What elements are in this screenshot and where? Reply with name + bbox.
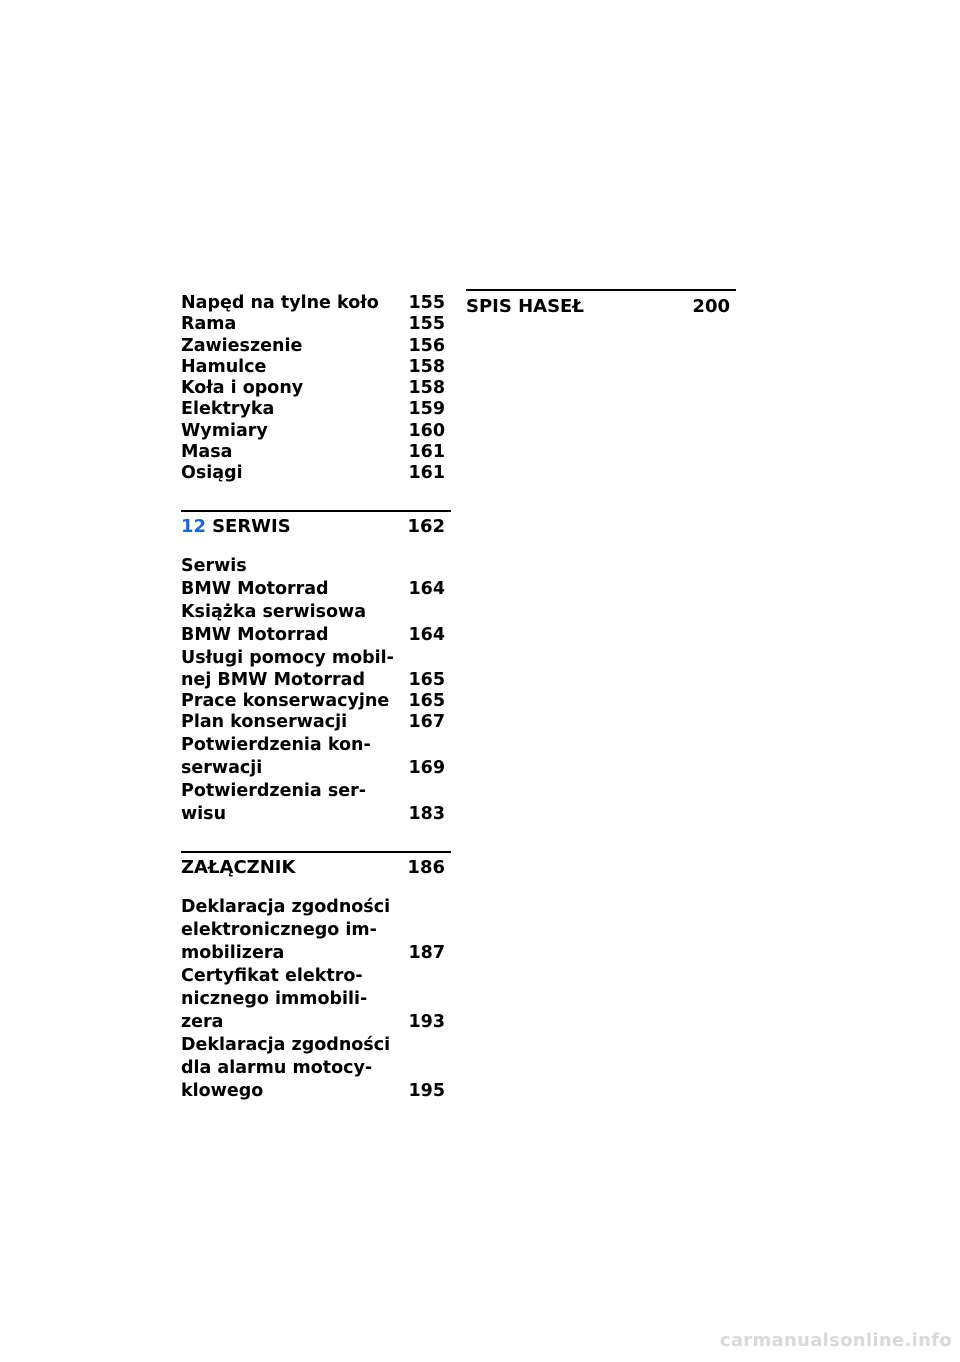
toc-entry-page: 193 — [408, 1011, 445, 1032]
toc-entry-page: 155 — [408, 293, 445, 313]
toc-entry[interactable] — [181, 1011, 451, 1034]
toc-entry-page: 164 — [408, 578, 445, 599]
toc-entry[interactable] — [181, 578, 451, 601]
chapter-title: ZAŁĄCZNIK — [181, 856, 296, 878]
chapter-number: 12 — [181, 515, 207, 537]
toc-entry-title: mobilizera — [181, 942, 285, 963]
toc-entry-page: 165 — [408, 669, 445, 690]
chapter-title: SERWIS — [212, 515, 291, 537]
toc-left-column — [181, 293, 451, 1103]
toc-entry[interactable] — [181, 691, 451, 712]
section-divider — [181, 851, 451, 853]
toc-entry-title: klowego — [181, 1080, 264, 1101]
toc-entry[interactable] — [181, 314, 451, 335]
toc-entry[interactable] — [181, 463, 451, 484]
watermark-text: carmanualsonline.info — [719, 1330, 952, 1351]
toc-entry-title: Prace konserwacyjne — [181, 690, 390, 711]
toc-entry-title: Elektryka — [181, 399, 275, 420]
chapter-title: SPIS HASEŁ — [466, 296, 584, 317]
toc-entry-page: 161 — [408, 442, 445, 463]
toc-entry-title: Zawieszenie — [181, 335, 303, 356]
toc-entry-title: nej BMW Motorrad — [181, 669, 365, 690]
toc-entry-title: Hamulce — [181, 356, 267, 377]
toc-entry-title: zera — [181, 1011, 224, 1032]
toc-entry-page: 167 — [408, 712, 445, 733]
toc-entry[interactable] — [181, 780, 451, 803]
toc-entry[interactable] — [181, 803, 451, 826]
toc-entry-title: elektronicznego im- — [181, 919, 377, 940]
toc-entry[interactable] — [181, 399, 451, 420]
toc-entry-title: Usługi pomocy mobil- — [181, 647, 394, 668]
toc-entry-page: 164 — [408, 624, 445, 645]
toc-entry[interactable] — [181, 601, 451, 624]
chapter-heading-index[interactable] — [466, 294, 736, 320]
toc-entry-page: 187 — [408, 942, 445, 963]
toc-entry-page: 156 — [408, 335, 445, 356]
toc-entry-title: BMW Motorrad — [181, 578, 329, 599]
toc-entry-title: Napęd na tylne koło — [181, 293, 379, 313]
toc-entry-page: 169 — [408, 757, 445, 778]
toc-entry-title: Potwierdzenia ser- — [181, 780, 366, 801]
toc-entry-title: wisu — [181, 803, 227, 824]
toc-entry[interactable] — [181, 357, 451, 378]
toc-entry-title: Plan konserwacji — [181, 712, 348, 733]
toc-entry[interactable] — [181, 988, 451, 1011]
toc-entry-page: 160 — [408, 420, 445, 441]
toc-entry-title: Osiągi — [181, 463, 243, 484]
toc-entry[interactable] — [181, 670, 451, 691]
toc-entry-title: Wymiary — [181, 420, 268, 441]
toc-entry-title: Certyfikat elektro- — [181, 965, 363, 986]
toc-entry[interactable] — [181, 896, 451, 919]
toc-entry[interactable] — [181, 1057, 451, 1080]
toc-entry-title: Koła i opony — [181, 378, 304, 399]
toc-entry[interactable] — [181, 757, 451, 780]
toc-entry-page: 183 — [408, 803, 445, 824]
toc-entry-title: Deklaracja zgodności — [181, 1034, 391, 1055]
toc-entry[interactable] — [181, 965, 451, 988]
toc-right-column — [466, 289, 736, 320]
toc-entry-page: 161 — [408, 463, 445, 484]
toc-entry-page: 158 — [408, 356, 445, 377]
toc-entry[interactable] — [181, 1034, 451, 1057]
toc-entry-title: Potwierdzenia kon- — [181, 734, 371, 755]
section-divider — [181, 510, 451, 512]
toc-entry[interactable] — [181, 293, 451, 314]
toc-entry[interactable] — [181, 336, 451, 357]
toc-entry-title: BMW Motorrad — [181, 624, 329, 645]
toc-entry-title: serwacji — [181, 757, 263, 778]
toc-entry[interactable] — [181, 378, 451, 399]
toc-entry-title: Książka serwisowa — [181, 601, 367, 622]
toc-entry[interactable] — [181, 712, 451, 733]
toc-entry-title: nicznego immobili- — [181, 988, 368, 1009]
chapter-page: 186 — [407, 856, 445, 878]
toc-entry[interactable] — [181, 442, 451, 463]
toc-entry-title: Rama — [181, 314, 237, 335]
chapter-heading-serwis[interactable] — [181, 514, 451, 540]
toc-entry[interactable] — [181, 624, 451, 647]
toc-entry-title: dla alarmu motocy- — [181, 1057, 373, 1078]
toc-entry-title: Serwis — [181, 555, 247, 576]
toc-entry-title: Deklaracja zgodności — [181, 896, 391, 917]
chapter-heading-zalacznik[interactable] — [181, 855, 451, 881]
zalacznik-entries — [181, 896, 451, 1103]
toc-entry[interactable] — [181, 555, 451, 578]
chapter-page: 200 — [692, 296, 730, 317]
serwis-entries — [181, 555, 451, 826]
toc-entry-page: 165 — [408, 690, 445, 711]
chapter-page: 162 — [407, 515, 445, 537]
toc-entry-title: Masa — [181, 442, 233, 463]
toc-entry[interactable] — [181, 1080, 451, 1103]
toc-entry[interactable] — [181, 942, 451, 965]
section-divider — [466, 289, 736, 291]
toc-entry-page: 195 — [408, 1080, 445, 1101]
toc-entry[interactable] — [181, 919, 451, 942]
toc-entry-page: 159 — [408, 399, 445, 420]
toc-entry-page: 155 — [408, 314, 445, 335]
toc-entry-page: 158 — [408, 378, 445, 399]
toc-entry[interactable] — [181, 734, 451, 757]
toc-top-entries — [181, 293, 451, 485]
toc-entry[interactable] — [181, 421, 451, 442]
toc-entry[interactable] — [181, 647, 451, 670]
